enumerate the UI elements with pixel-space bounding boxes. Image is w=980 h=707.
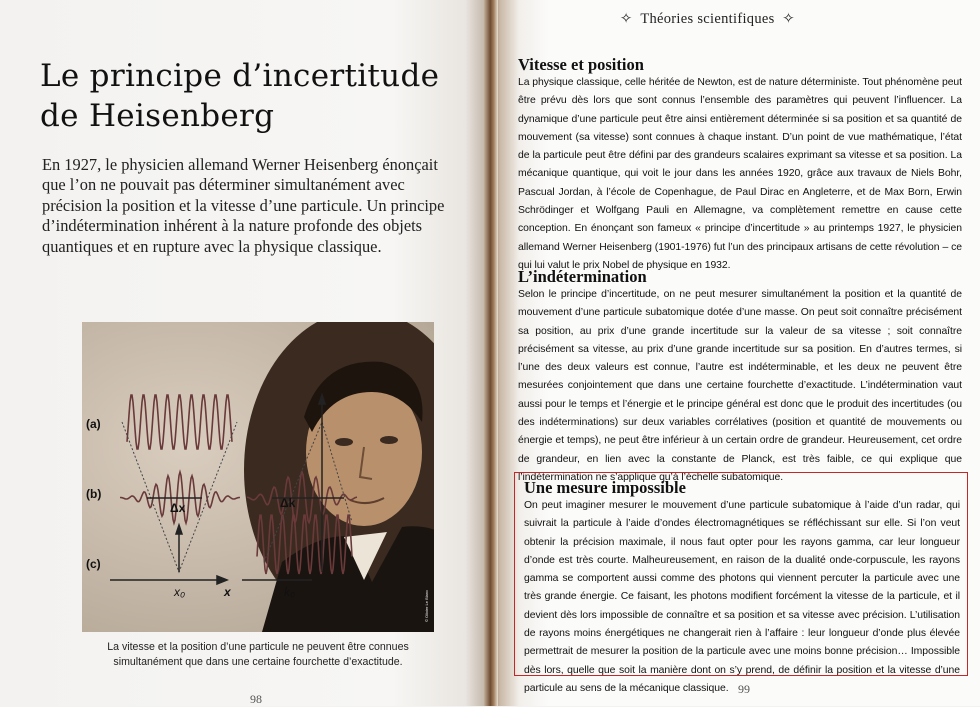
x0-label: x₀ xyxy=(174,585,186,599)
section-heading: L’indétermination xyxy=(518,267,647,286)
delta-x-label: Δx xyxy=(170,501,186,515)
ornament-icon: ✧ xyxy=(620,11,633,27)
section-heading: Une mesure impossible xyxy=(524,478,686,497)
label-a: (a) xyxy=(86,417,101,431)
ornament-icon: ✧ xyxy=(782,11,795,27)
running-head-text: Théories scientifiques xyxy=(640,11,775,27)
chapter-title xyxy=(40,56,439,136)
section-body: On peut imaginer mesurer le mouvement d’une particule subatomique à l’aide d’un radar, qui suivrait la particule à l’aide d’ondes électromagnétiques se réfléchissant sur elle. Si l’on veut obtenir la précision maximale, il nous faut opter pour les rayons gamma, car leur longueur d’onde est très courte. Malheureusement, en raison de la dualité onde-corpuscule, les rayons gamma se comportent aussi comme des photons qui viennent percuter la particule avec une très grande énergie. Ce faisant, les photons modifient forcément la vitesse de la particule, et il devient dès lors impossible de connaître et sa position et sa vitesse avec précision. L’utilisation de rayons moins énergétiques ne changerait rien à l’affaire : leur longueur d’onde plus élevée permettrait de mesurer la position de la particule avec une moins bonne précision… Impossible dès lors, quelle que soit la manière dont on s’y prend, de définir la position et la vitesse d’une particule au sens de la mécanique classique. xyxy=(524,500,960,694)
label-c: (c) xyxy=(86,557,101,571)
section-mesure-impossible xyxy=(524,479,960,698)
title-line-2: de Heisenberg xyxy=(40,98,275,134)
delta-k-label: Δk xyxy=(280,496,296,510)
photo-credit: © Olivier Le Blanc xyxy=(424,589,429,622)
section-body: La physique classique, celle héritée de Newton, est de nature déterministe. Tout phénomène peut être prévu dès lors que sont connus l’ensemble des paramètres qui peuvent l’influencer. La dynamique d’une particule peut être ainsi entièrement déterminée si sa position et sa quantité de mouvement (sa vitesse) sont connues à chaque instant. D’un point de vue mathématique, l’état de la particule peut être défini par des grandeurs scalaires exprimant sa vitesse et sa position. La mécanique quantique, qui voit le jour dans les années 1920, grâce aux travaux de Niels Bohr, Pascual Jordan, à l’école de Copenhague, de Paul Dirac en Angleterre, et de Max Born, Erwin Schrödinger et Wolfgang Pauli en Allemagne, va complètement remettre en cause cette conception. En énonçant son fameux « principe d’incertitude » au printemps 1927, le physicien allemand Werner Heisenberg (1901-1976) fut l’un des principaux artisans de cette révolution – ce qui lui valut le prix Nobel de physique en 1932. xyxy=(518,77,962,271)
page-number-right: 99 xyxy=(738,682,750,696)
section-body: Selon le principe d’incertitude, on ne peut mesurer simultanément la position et la quantité de mouvement d’une particule subatomique dotée d’une masse. On peut soit connaître précisément sa position, au prix d’une grande incertitude sur la valeur de sa vitesse ; soit connaître précisément sa vitesse, au prix d’une grande incertitude sur sa position. En d’autres termes, si l’une des deux valeurs est connue, l’autre est indéterminable, et les deux ne peuvent être mesurées conjointement que dans une certaine fourchette d’exactitude. L’indétermination vaut aussi pour le temps et l’énergie et le principe général est donc que le produit des incertitudes (ou des indéterminations) sur deux variables corrélatives (position et quantité de mouvements ou énergie et temps), ne peut être inférieur à un certain ordre de grandeur. Heureusement, cet ordre de grandeur, en lien avec la constante de Planck, est très faible, ce qui explique que l’indétermination ne s’applique qu’à l’échelle subatomique. xyxy=(518,289,962,483)
left-page xyxy=(0,0,490,706)
wave-packet-diagram xyxy=(82,322,434,632)
title-line-1: Le principe d’incertitude xyxy=(40,58,440,94)
running-head xyxy=(620,11,795,28)
section-heading: Vitesse et position xyxy=(518,55,644,74)
label-b: (b) xyxy=(86,487,102,501)
intro-paragraph: En 1927, le physicien allemand Werner Heisenberg énonçait que l’on ne pouvait pas déterminer simultanément avec précision la position et la vitesse d’une particule. Un principe d’indétermination inhérent à la nature profonde des objets quantiques et en rupture avec la physique classique. xyxy=(42,155,445,256)
k0-label: k₀ xyxy=(284,585,296,599)
figure-caption: La vitesse et la position d’une particule ne peuvent être connues simultanément que dans une certaine fourchette d’exactitude. xyxy=(107,641,409,668)
book-spine xyxy=(484,0,498,706)
section-indetermination xyxy=(518,268,962,487)
figure-illustration xyxy=(82,322,434,632)
section-vitesse-position xyxy=(518,56,962,275)
page-number-left: 98 xyxy=(250,692,262,706)
x-axis-label: x xyxy=(224,585,231,599)
